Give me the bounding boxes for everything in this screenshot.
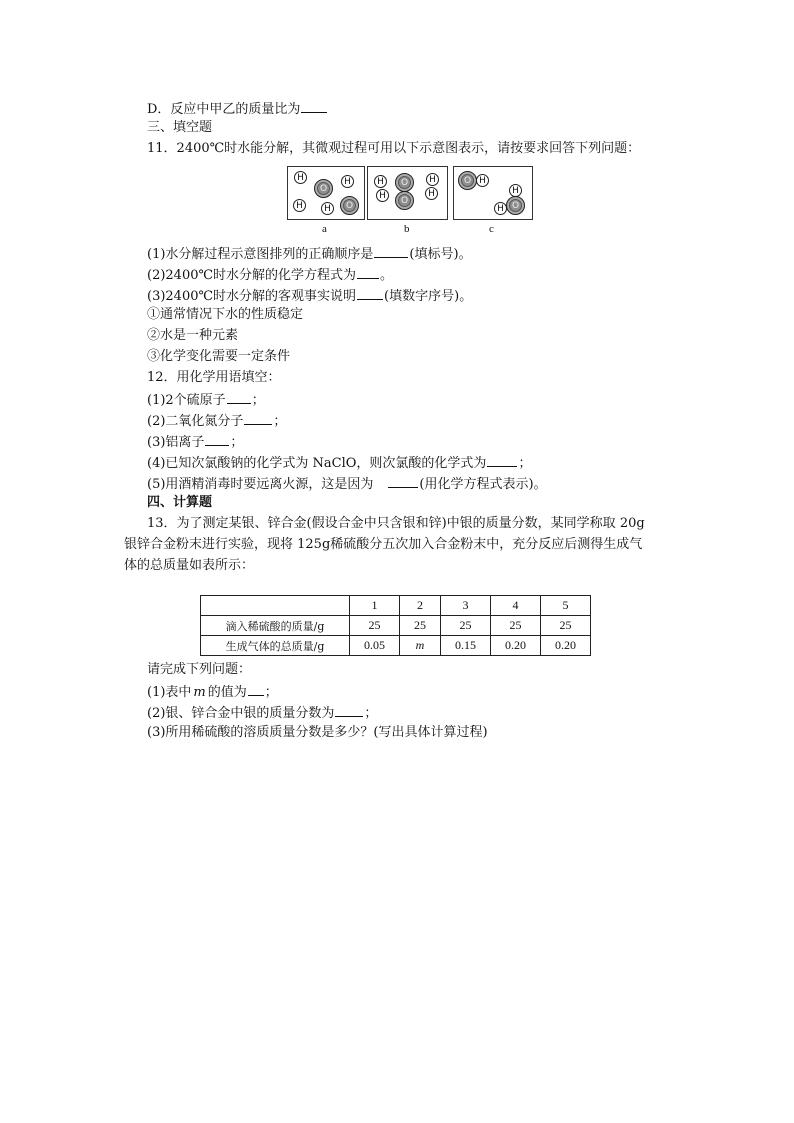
diagram-label-a: a	[322, 223, 327, 235]
answer-blank[interactable]	[248, 682, 264, 696]
diagram-label-c: c	[489, 223, 494, 235]
table-cell: 25	[441, 616, 491, 636]
oxygen-atom-icon: O	[340, 196, 359, 215]
answer-blank[interactable]	[487, 453, 517, 467]
oxygen-atom-icon: O	[395, 191, 414, 210]
table-row	[201, 636, 591, 656]
table-header-row	[201, 596, 591, 616]
hydrogen-atom-icon: H	[294, 171, 307, 184]
hydrogen-atom-icon: H	[376, 189, 389, 202]
question-13-part-2: (2)银、锌合金中银的质量分数为 ；	[147, 703, 377, 723]
table-row	[201, 616, 591, 636]
table-cell: 25	[491, 616, 541, 636]
question-12-part-1: (1)2个硫原子 ；	[147, 390, 265, 410]
question-11-part-2: (2)2400℃时水分解的化学方程式为 。	[147, 265, 393, 285]
table-cell: 2	[400, 596, 441, 616]
diagram-label-b: b	[404, 223, 410, 235]
hydrogen-atom-icon: H	[476, 174, 489, 187]
question-11-part-1: (1)水分解过程示意图排列的正确顺序是 (填标号)。	[147, 244, 472, 264]
oxygen-atom-icon: O	[506, 196, 525, 215]
question-13-stem-line-1: 13．为了测定某银、锌合金(假设合金中只含银和锌)中银的质量分数，某同学称取 20g	[147, 516, 645, 531]
answer-blank[interactable]	[374, 244, 408, 258]
gas-mass-table	[200, 595, 591, 656]
question-13-part-3: (3)所用稀硫酸的溶质质量分数是多少？(写出具体计算过程)	[147, 725, 488, 740]
option-d-text: D．反应中甲乙的质量比为	[147, 102, 301, 117]
hydrogen-atom-icon: H	[293, 199, 306, 212]
table-cell: m	[400, 636, 441, 656]
question-12-part-2: (2)二氧化氮分子 ；	[147, 411, 286, 431]
answer-blank[interactable]	[357, 286, 383, 300]
table-cell: 3	[441, 596, 491, 616]
answer-blank[interactable]	[388, 474, 418, 488]
hydrogen-atom-icon: H	[494, 202, 507, 215]
question-13-stem-line-3: 体的总质量如表所示：	[124, 558, 255, 573]
table-cell: 4	[491, 596, 541, 616]
question-11-part-3: (3)2400℃时水分解的客观事实说明 (填数字序号)。	[147, 286, 472, 306]
hydrogen-atom-icon: H	[321, 202, 334, 215]
hydrogen-atom-icon: H	[426, 173, 439, 186]
table-cell: 0.20	[541, 636, 591, 656]
table-cell: 25	[400, 616, 441, 636]
oxygen-atom-icon: O	[395, 173, 414, 192]
table-cell: 0.20	[491, 636, 541, 656]
answer-blank[interactable]	[301, 99, 327, 113]
question-12-part-5: (5)用酒精消毒时要远离火源，这是因为 (用化学方程式表示)。	[147, 474, 547, 494]
section-3-heading: 三、填空题	[147, 120, 213, 135]
water-decomposition-diagram	[287, 166, 533, 236]
diagram-box-a	[287, 166, 365, 220]
hydrogen-atom-icon: H	[341, 175, 354, 188]
question-13-part-1: (1)表中 m 的值为 ；	[147, 682, 278, 702]
question-12-part-4: (4)已知次氯酸钠的化学式为 NaClO，则次氯酸的化学式为 ；	[147, 453, 531, 473]
hydrogen-atom-icon: H	[509, 184, 522, 197]
section-4-heading: 四、计算题	[147, 495, 213, 510]
question-12-stem: 12．用化学用语填空：	[147, 370, 281, 385]
answer-blank[interactable]	[335, 703, 363, 717]
question-11-stem: 11．2400℃时水能分解，其微观过程可用以下示意图表示，请按要求回答下列问题：	[147, 141, 641, 156]
answer-blank[interactable]	[357, 265, 379, 279]
hydrogen-atom-icon: H	[374, 175, 387, 188]
question-13-intro: 请完成下列问题：	[147, 662, 252, 677]
oxygen-atom-icon: O	[314, 179, 333, 198]
question-12-part-3: (3)铝离子 ；	[147, 432, 243, 452]
answer-blank[interactable]	[244, 411, 272, 425]
answer-blank[interactable]	[205, 432, 229, 446]
table-cell: 0.15	[441, 636, 491, 656]
diagram-box-c	[453, 166, 533, 220]
diagram-box-b	[367, 166, 448, 220]
option-1: ①通常情况下水的性质稳定	[147, 307, 304, 322]
answer-blank[interactable]	[227, 390, 251, 404]
option-3: ③化学变化需要一定条件	[147, 349, 291, 364]
table-cell: 0.05	[350, 636, 400, 656]
question-13-stem-line-2: 银锌合金粉末进行实验，现将 125g稀硫酸分五次加入合金粉末中，充分反应后测得生成气	[124, 537, 643, 552]
oxygen-atom-icon: O	[458, 171, 477, 190]
table-cell: 25	[541, 616, 591, 636]
table-cell: 5	[541, 596, 591, 616]
table-row-label: 生成气体的总质量/g	[201, 636, 350, 656]
table-row-label: 滴入稀硫酸的质量/g	[201, 616, 350, 636]
table-cell: 25	[350, 616, 400, 636]
hydrogen-atom-icon: H	[425, 187, 438, 200]
option-2: ②水是一种元素	[147, 328, 239, 343]
table-cell	[201, 596, 350, 616]
table-cell: 1	[350, 596, 400, 616]
option-d	[147, 99, 328, 119]
